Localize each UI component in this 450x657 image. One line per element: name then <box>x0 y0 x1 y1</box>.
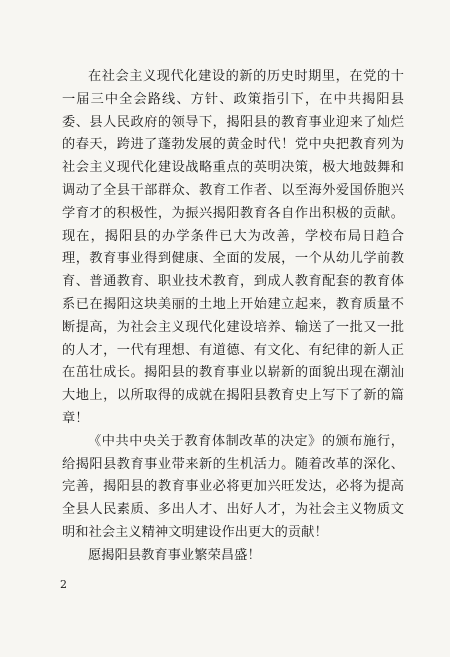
paragraph-1: 在社会主义现代化建设的新的历史时期里，在党的十一届三中全会路线、方针、政策指引下，在中共揭阳县委、县人民政府的领导下，揭阳县的教育事业迎来了灿烂的春天，跨进了蓬勃发展的黄金时代！党中央把教育列为社会主义现代化建设战略重点的英明决策，极大地鼓舞和调动了全县干部群众、教育工作者、以至海外爱国侨胞兴学育才的积极性，为振兴揭阳教育各自作出积极的贡献。现在，揭阳县的办学条件已大为改善，学校布局日趋合理，教育事业得到健康、全面的发展，一个从幼儿学前教育、普通教育、职业技术教育，到成人教育配套的教育体系已在揭阳这块美丽的土地上开始建立起来，教育质量不断提高，为社会主义现代化建设培养、输送了一批又一批的人才，一代有理想、有道德、有文化、有纪律的新人正在茁壮成长。揭阳县的教育事业以崭新的面貌出现在潮汕大地上，以所取得的成就在揭阳县教育史上写下了新的篇章！ <box>62 69 404 426</box>
body-text <box>62 66 404 568</box>
paragraph-2: 《中共中央关于教育体制改革的决定》的颁布施行，给揭阳县教育事业带来新的生机活力。随着改革的深化、完善，揭阳县的教育事业必将更加兴旺发达，必将为提高全县人民素质、多出人才、出好人才，为社会主义物质文明和社会主义精神文明建设作出更大的贡献！ <box>62 433 404 540</box>
page-number: 2 <box>60 578 67 591</box>
paragraph-3: 愿揭阳县教育事业繁荣昌盛！ <box>88 547 261 563</box>
